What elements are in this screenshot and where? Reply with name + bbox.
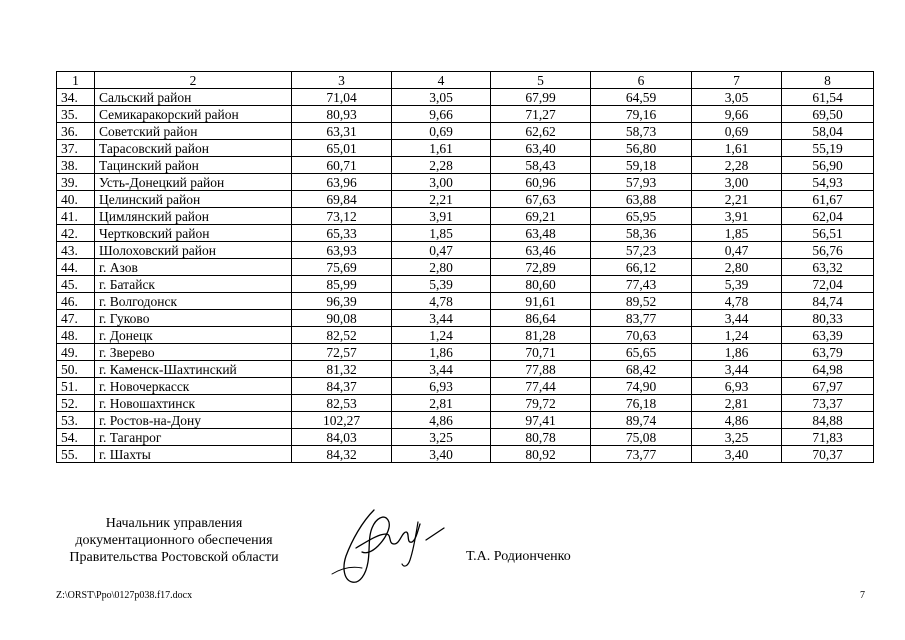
district-name-cell: г. Ростов-на-Дону — [95, 412, 292, 429]
value-cell: 76,18 — [591, 395, 692, 412]
value-cell: 4,86 — [692, 412, 782, 429]
column-header: 1 — [57, 72, 95, 89]
value-cell: 89,52 — [591, 293, 692, 310]
value-cell: 63,88 — [591, 191, 692, 208]
table-row — [57, 259, 874, 276]
value-cell: 83,77 — [591, 310, 692, 327]
value-cell: 54,93 — [782, 174, 874, 191]
value-cell: 1,85 — [692, 225, 782, 242]
value-cell: 63,48 — [491, 225, 591, 242]
value-cell: 81,28 — [491, 327, 591, 344]
value-cell: 56,76 — [782, 242, 874, 259]
district-name-cell: Шолоховский район — [95, 242, 292, 259]
value-cell: 0,69 — [692, 123, 782, 140]
value-cell: 80,60 — [491, 276, 591, 293]
value-cell: 3,25 — [692, 429, 782, 446]
table-row — [57, 327, 874, 344]
value-cell: 3,44 — [692, 310, 782, 327]
value-cell: 84,88 — [782, 412, 874, 429]
row-number-cell: 42. — [57, 225, 95, 242]
value-cell: 2,28 — [692, 157, 782, 174]
value-cell: 3,05 — [692, 89, 782, 106]
district-name-cell: Цимлянский район — [95, 208, 292, 225]
district-name-cell: Сальский район — [95, 89, 292, 106]
value-cell: 84,32 — [292, 446, 392, 463]
value-cell: 67,99 — [491, 89, 591, 106]
row-number-cell: 36. — [57, 123, 95, 140]
table-row — [57, 174, 874, 191]
value-cell: 2,80 — [692, 259, 782, 276]
value-cell: 3,91 — [392, 208, 491, 225]
value-cell: 65,95 — [591, 208, 692, 225]
value-cell: 75,69 — [292, 259, 392, 276]
value-cell: 96,39 — [292, 293, 392, 310]
value-cell: 69,21 — [491, 208, 591, 225]
row-number-cell: 53. — [57, 412, 95, 429]
value-cell: 71,27 — [491, 106, 591, 123]
value-cell: 63,31 — [292, 123, 392, 140]
value-cell: 89,74 — [591, 412, 692, 429]
value-cell: 2,28 — [392, 157, 491, 174]
table-row — [57, 208, 874, 225]
district-name-cell: Целинский район — [95, 191, 292, 208]
value-cell: 61,67 — [782, 191, 874, 208]
signer-title — [56, 515, 292, 566]
value-cell: 72,89 — [491, 259, 591, 276]
value-cell: 63,93 — [292, 242, 392, 259]
column-header: 4 — [392, 72, 491, 89]
value-cell: 63,96 — [292, 174, 392, 191]
value-cell: 3,44 — [392, 310, 491, 327]
row-number-cell: 52. — [57, 395, 95, 412]
value-cell: 67,63 — [491, 191, 591, 208]
value-cell: 58,36 — [591, 225, 692, 242]
value-cell: 79,72 — [491, 395, 591, 412]
row-number-cell: 45. — [57, 276, 95, 293]
table-row — [57, 310, 874, 327]
district-name-cell: г. Донецк — [95, 327, 292, 344]
value-cell: 84,74 — [782, 293, 874, 310]
row-number-cell: 54. — [57, 429, 95, 446]
value-cell: 65,01 — [292, 140, 392, 157]
district-name-cell: Советский район — [95, 123, 292, 140]
value-cell: 84,37 — [292, 378, 392, 395]
district-name-cell: г. Новошахтинск — [95, 395, 292, 412]
value-cell: 62,04 — [782, 208, 874, 225]
value-cell: 2,81 — [392, 395, 491, 412]
value-cell: 80,92 — [491, 446, 591, 463]
value-cell: 90,08 — [292, 310, 392, 327]
value-cell: 2,81 — [692, 395, 782, 412]
district-name-cell: г. Новочеркасск — [95, 378, 292, 395]
district-name-cell: г. Гуково — [95, 310, 292, 327]
value-cell: 3,40 — [692, 446, 782, 463]
column-header: 5 — [491, 72, 591, 89]
row-number-cell: 38. — [57, 157, 95, 174]
value-cell: 56,80 — [591, 140, 692, 157]
value-cell: 79,16 — [591, 106, 692, 123]
value-cell: 67,97 — [782, 378, 874, 395]
value-cell: 65,33 — [292, 225, 392, 242]
value-cell: 72,57 — [292, 344, 392, 361]
table-row — [57, 293, 874, 310]
column-header: 6 — [591, 72, 692, 89]
value-cell: 3,00 — [392, 174, 491, 191]
value-cell: 1,85 — [392, 225, 491, 242]
value-cell: 85,99 — [292, 276, 392, 293]
table-row — [57, 106, 874, 123]
value-cell: 60,71 — [292, 157, 392, 174]
value-cell: 82,53 — [292, 395, 392, 412]
value-cell: 56,51 — [782, 225, 874, 242]
value-cell: 97,41 — [491, 412, 591, 429]
value-cell: 1,61 — [392, 140, 491, 157]
handwritten-signature — [322, 504, 452, 588]
value-cell: 71,04 — [292, 89, 392, 106]
value-cell: 57,93 — [591, 174, 692, 191]
value-cell: 0,69 — [392, 123, 491, 140]
signer-title-line: документационного обеспечения — [75, 533, 273, 548]
value-cell: 73,12 — [292, 208, 392, 225]
value-cell: 73,37 — [782, 395, 874, 412]
signer-title-line: Правительства Ростовской области — [69, 550, 279, 565]
value-cell: 66,12 — [591, 259, 692, 276]
table-row — [57, 429, 874, 446]
value-cell: 2,21 — [692, 191, 782, 208]
row-number-cell: 50. — [57, 361, 95, 378]
value-cell: 5,39 — [692, 276, 782, 293]
district-name-cell: г. Батайск — [95, 276, 292, 293]
value-cell: 9,66 — [392, 106, 491, 123]
row-number-cell: 51. — [57, 378, 95, 395]
value-cell: 77,88 — [491, 361, 591, 378]
row-number-cell: 55. — [57, 446, 95, 463]
row-number-cell: 37. — [57, 140, 95, 157]
table-row — [57, 225, 874, 242]
table-row — [57, 378, 874, 395]
value-cell: 73,77 — [591, 446, 692, 463]
footer-file-path: Z:\ORST\Ppo\0127p038.f17.docx — [56, 590, 193, 601]
table-row — [57, 242, 874, 259]
row-number-cell: 49. — [57, 344, 95, 361]
value-cell: 57,23 — [591, 242, 692, 259]
value-cell: 4,78 — [392, 293, 491, 310]
value-cell: 1,24 — [392, 327, 491, 344]
district-name-cell: г. Таганрог — [95, 429, 292, 446]
district-name-cell: Чертковский район — [95, 225, 292, 242]
row-number-cell: 34. — [57, 89, 95, 106]
value-cell: 63,46 — [491, 242, 591, 259]
value-cell: 1,86 — [692, 344, 782, 361]
value-cell: 80,33 — [782, 310, 874, 327]
district-name-cell: г. Зверево — [95, 344, 292, 361]
district-name-cell: г. Шахты — [95, 446, 292, 463]
value-cell: 58,04 — [782, 123, 874, 140]
row-number-cell: 44. — [57, 259, 95, 276]
table-row — [57, 123, 874, 140]
page-number: 7 — [860, 590, 865, 601]
value-cell: 77,44 — [491, 378, 591, 395]
value-cell: 91,61 — [491, 293, 591, 310]
data-table — [56, 71, 874, 463]
value-cell: 102,27 — [292, 412, 392, 429]
district-name-cell: г. Волгодонск — [95, 293, 292, 310]
value-cell: 3,44 — [392, 361, 491, 378]
value-cell: 3,25 — [392, 429, 491, 446]
row-number-cell: 47. — [57, 310, 95, 327]
table-row — [57, 446, 874, 463]
table-row — [57, 276, 874, 293]
row-number-cell: 43. — [57, 242, 95, 259]
district-name-cell: Тацинский район — [95, 157, 292, 174]
value-cell: 2,80 — [392, 259, 491, 276]
district-name-cell: Семикаракорский район — [95, 106, 292, 123]
value-cell: 63,32 — [782, 259, 874, 276]
table-row — [57, 140, 874, 157]
value-cell: 69,84 — [292, 191, 392, 208]
table-row — [57, 89, 874, 106]
value-cell: 6,93 — [392, 378, 491, 395]
value-cell: 3,00 — [692, 174, 782, 191]
value-cell: 4,78 — [692, 293, 782, 310]
row-number-cell: 39. — [57, 174, 95, 191]
value-cell: 70,63 — [591, 327, 692, 344]
value-cell: 9,66 — [692, 106, 782, 123]
value-cell: 80,78 — [491, 429, 591, 446]
value-cell: 68,42 — [591, 361, 692, 378]
value-cell: 63,39 — [782, 327, 874, 344]
column-header: 2 — [95, 72, 292, 89]
value-cell: 75,08 — [591, 429, 692, 446]
value-cell: 82,52 — [292, 327, 392, 344]
column-header: 3 — [292, 72, 392, 89]
value-cell: 56,90 — [782, 157, 874, 174]
value-cell: 1,86 — [392, 344, 491, 361]
value-cell: 0,47 — [692, 242, 782, 259]
value-cell: 3,44 — [692, 361, 782, 378]
value-cell: 5,39 — [392, 276, 491, 293]
row-number-cell: 41. — [57, 208, 95, 225]
value-cell: 84,03 — [292, 429, 392, 446]
value-cell: 72,04 — [782, 276, 874, 293]
value-cell: 70,71 — [491, 344, 591, 361]
value-cell: 63,79 — [782, 344, 874, 361]
district-name-cell: Тарасовский район — [95, 140, 292, 157]
column-header: 7 — [692, 72, 782, 89]
value-cell: 4,86 — [392, 412, 491, 429]
district-name-cell: г. Азов — [95, 259, 292, 276]
table-row — [57, 412, 874, 429]
value-cell: 86,64 — [491, 310, 591, 327]
value-cell: 69,50 — [782, 106, 874, 123]
value-cell: 3,05 — [392, 89, 491, 106]
value-cell: 63,40 — [491, 140, 591, 157]
value-cell: 58,43 — [491, 157, 591, 174]
row-number-cell: 46. — [57, 293, 95, 310]
table-row — [57, 344, 874, 361]
value-cell: 80,93 — [292, 106, 392, 123]
value-cell: 64,59 — [591, 89, 692, 106]
value-cell: 1,24 — [692, 327, 782, 344]
table-row — [57, 361, 874, 378]
table-row — [57, 157, 874, 174]
value-cell: 62,62 — [491, 123, 591, 140]
value-cell: 0,47 — [392, 242, 491, 259]
district-name-cell: г. Каменск-Шахтинский — [95, 361, 292, 378]
signer-title-line: Начальник управления — [105, 516, 243, 531]
value-cell: 70,37 — [782, 446, 874, 463]
signer-name: Т.А. Родионченко — [466, 549, 571, 564]
value-cell: 77,43 — [591, 276, 692, 293]
value-cell: 61,54 — [782, 89, 874, 106]
value-cell: 3,91 — [692, 208, 782, 225]
value-cell: 81,32 — [292, 361, 392, 378]
value-cell: 59,18 — [591, 157, 692, 174]
district-name-cell: Усть-Донецкий район — [95, 174, 292, 191]
value-cell: 58,73 — [591, 123, 692, 140]
value-cell: 74,90 — [591, 378, 692, 395]
value-cell: 71,83 — [782, 429, 874, 446]
value-cell: 64,98 — [782, 361, 874, 378]
table-row — [57, 191, 874, 208]
value-cell: 65,65 — [591, 344, 692, 361]
column-header: 8 — [782, 72, 874, 89]
value-cell: 2,21 — [392, 191, 491, 208]
value-cell: 60,96 — [491, 174, 591, 191]
value-cell: 55,19 — [782, 140, 874, 157]
row-number-cell: 35. — [57, 106, 95, 123]
table-body — [57, 89, 874, 463]
value-cell: 1,61 — [692, 140, 782, 157]
value-cell: 6,93 — [692, 378, 782, 395]
row-number-cell: 48. — [57, 327, 95, 344]
table-header-row — [57, 72, 874, 89]
value-cell: 3,40 — [392, 446, 491, 463]
row-number-cell: 40. — [57, 191, 95, 208]
table-row — [57, 395, 874, 412]
